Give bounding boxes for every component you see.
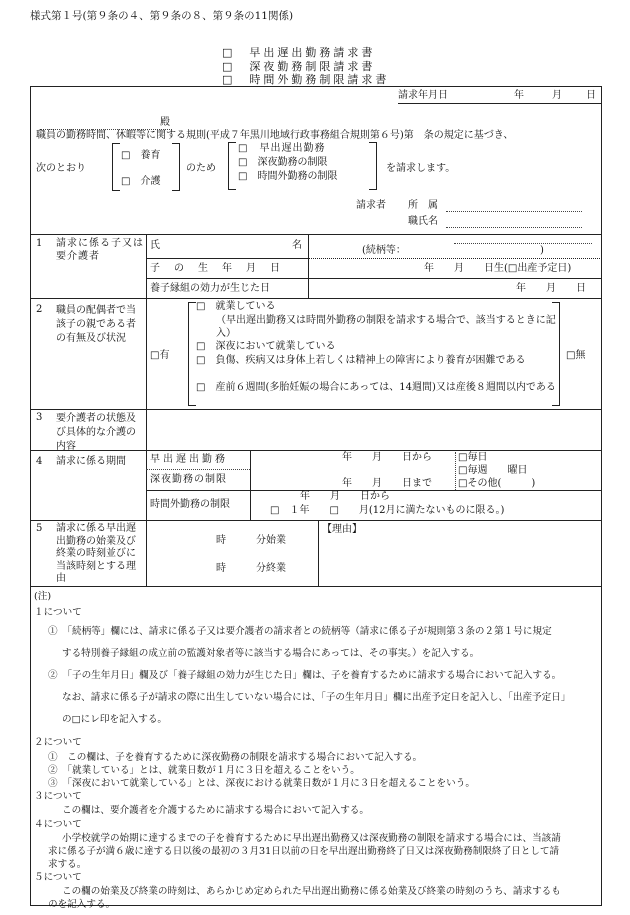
request-early-late-checkbox[interactable]: □ 早出遅出勤務 [238,143,326,154]
s1-name-label: 氏 [150,240,160,251]
s5-label: 請求に係る早出遅出勤務の始業及び終業の時刻並びに当該時刻とする理由 [56,523,136,584]
request-date-label: 請求年月日 [398,90,448,101]
s2-no-checkbox[interactable]: □無 [566,350,586,361]
s1-relation-close: ) [540,245,544,256]
s3-label: 要介護者の状態及び具体的な介護の内容 [56,413,136,452]
request-date-month: 月 [552,90,562,101]
s2-working-note: （早出遅出勤務又は時間外勤務の制限を請求する場合で、該当するときに記入） [216,315,556,339]
s5-start-time: 時 分始業 [216,535,286,546]
s5-reason-label: 【理由】 [322,524,362,535]
requester-label: 請求者 [356,200,386,211]
purpose-suffix: を請求します。 [386,163,456,174]
request-overtime-limit-checkbox[interactable]: □ 時間外勤務の制限 [238,171,338,182]
request-date-year: 年 [514,90,524,101]
s5-num: 5 [36,523,43,534]
purpose-nursing-checkbox[interactable]: □ 介護 [121,176,161,187]
purpose-mid: のため [186,163,216,174]
form-number: 様式第１号(第９条の４、第９条の８、第９条の11関係) [30,10,294,22]
note-2b: ② 「就業している」とは、就業日数が１月に３日を超えることをいう。 [48,765,360,776]
note-5b: のを記入する。 [48,899,116,910]
s1-num: 1 [36,238,43,249]
s4-label: 請求に係る期間 [56,456,126,467]
request-date-day: 日 [586,90,596,101]
s2-label: 職員の配偶者で当該子の親である者の有無及び状況 [56,305,136,344]
s1-birth-label: 子 の 生 年 月 日 [150,263,282,274]
notes-4-head: ４について [34,819,82,830]
note-1a: ① 「続柄等」欄には、請求に係る子又は要介護者の請求者との続柄等（請求に係る子が規則第３条の２第１号に規定 [48,626,552,637]
s1-adopt-label: 養子縁組の効力が生じた日 [150,283,270,294]
notes-3-head: ３について [34,791,82,802]
s4-overtime-period: □ １年 □ 月(12月に満たないものに限る。) [270,505,505,516]
s1-birth-value: 年 月 日生(□出産予定日) [424,263,572,274]
notes-2-head: ２について [34,737,82,748]
s4-to: 年 月 日まで [342,478,432,489]
s2-disability-checkbox[interactable]: □ 負傷、疾病又は身体上若しくは精神上の障害により養育が困難である [196,355,526,366]
requester-dept-label: 所 属 [408,200,438,211]
s1-relation-label: (続柄等： [362,245,406,256]
note-2c: ③ 「深夜において就業している」とは、深夜における就業日数が１月に３日を超えることをいう。 [48,778,475,789]
title-overtime-limit: □ 時間外勤務制限請求書 [222,73,390,86]
note-1b: する特別養子縁組の成立前の監護対象者等に該当する場合にあっては、その事実。）を記入する。 [62,648,480,659]
purpose-childcare-checkbox[interactable]: □ 養育 [121,150,161,161]
note-3a: この欄は、要介護者を介護するために請求する場合において記入する。 [62,805,369,816]
s4-other-checkbox[interactable]: □その他( ) [458,478,536,489]
s2-yes-checkbox[interactable]: □有 [150,350,170,361]
notes-section [34,589,598,911]
s4-daily-checkbox[interactable]: □毎日 [458,452,488,463]
request-night-limit-checkbox[interactable]: □ 深夜勤務の制限 [238,157,328,168]
note-1d: なお、請求に係る子が請求の際に出生していない場合には、「子の生年月日」欄に出産予定日を記入し、「出産予定日」 [62,692,571,703]
title-night-limit: □ 深夜勤務制限請求書 [222,60,376,73]
notes-head: (注) [34,591,52,602]
title-early-late: □ 早出遅出勤務請求書 [222,46,376,59]
note-4c: 求する。 [48,859,87,870]
s2-working-checkbox[interactable]: □ 就業している [196,301,276,312]
s5-end-time: 時 分終業 [216,563,286,574]
s1-name-suffix: 名 [292,240,302,251]
intro-line: 職員の勤務時間、休暇等に関する規則(平成７年黒川地域行政事務組合規則第６号)第 条の規定に基づき、 [36,130,514,141]
note-1c: ② 「子の生年月日」欄及び「養子縁組の効力が生じた日」欄は、子を養育するために請求する場合において記入する。 [48,670,562,681]
s4-overtime-from: 年 月 日から [300,491,390,502]
s1-label: 請求に係る子又は要介護者 [56,238,144,262]
s4-overtime-label: 時間外勤務の制限 [150,499,230,510]
s4-early-late-label: 早出遅出勤務 [150,454,228,465]
s4-weekly-checkbox[interactable]: □毎週 曜日 [458,465,528,476]
s4-num: 4 [36,456,43,467]
notes-5-head: ５について [34,872,82,883]
s2-num: 2 [36,304,43,315]
s2-night-working-checkbox[interactable]: □ 深夜において就業している [196,341,336,352]
note-4b: 求に係る子が満６歳に達する日以後の最初の３月31日以前の日を早出遅出勤務終了日又は深夜勤務制限終了日として請 [48,846,560,857]
s3-num: 3 [36,412,43,423]
purpose-prefix: 次のとおり [36,163,86,174]
s1-adopt-value: 年 月 日 [516,283,586,294]
note-4a: 小学校就学の始期に達するまでの子を養育するために早出遅出勤務又は深夜勤務の制限を請求する場合には、当該請 [62,833,561,844]
requester-name-label: 職氏名 [408,216,438,227]
note-2a: ① この欄は、子を養育するために深夜勤務の制限を請求する場合において記入する。 [48,752,423,763]
s4-night-limit-label: 深夜勤務の制限 [150,474,227,485]
s2-maternity-checkbox[interactable]: □ 産前６週間(多胎妊娠の場合にあっては、14週間)又は産後８週間以内である [196,382,556,393]
note-5a: この欄の始業及び終業の時刻は、あらかじめ定められた早出遅出勤務に係る始業及び終業の時刻のうち、請求するも [62,886,561,897]
s4-from: 年 月 日から [342,452,432,463]
notes-1-head: １について [34,607,82,618]
note-1e: の□にレ印を記入する。 [62,714,168,725]
addressee-dono: 殿 [160,117,170,128]
